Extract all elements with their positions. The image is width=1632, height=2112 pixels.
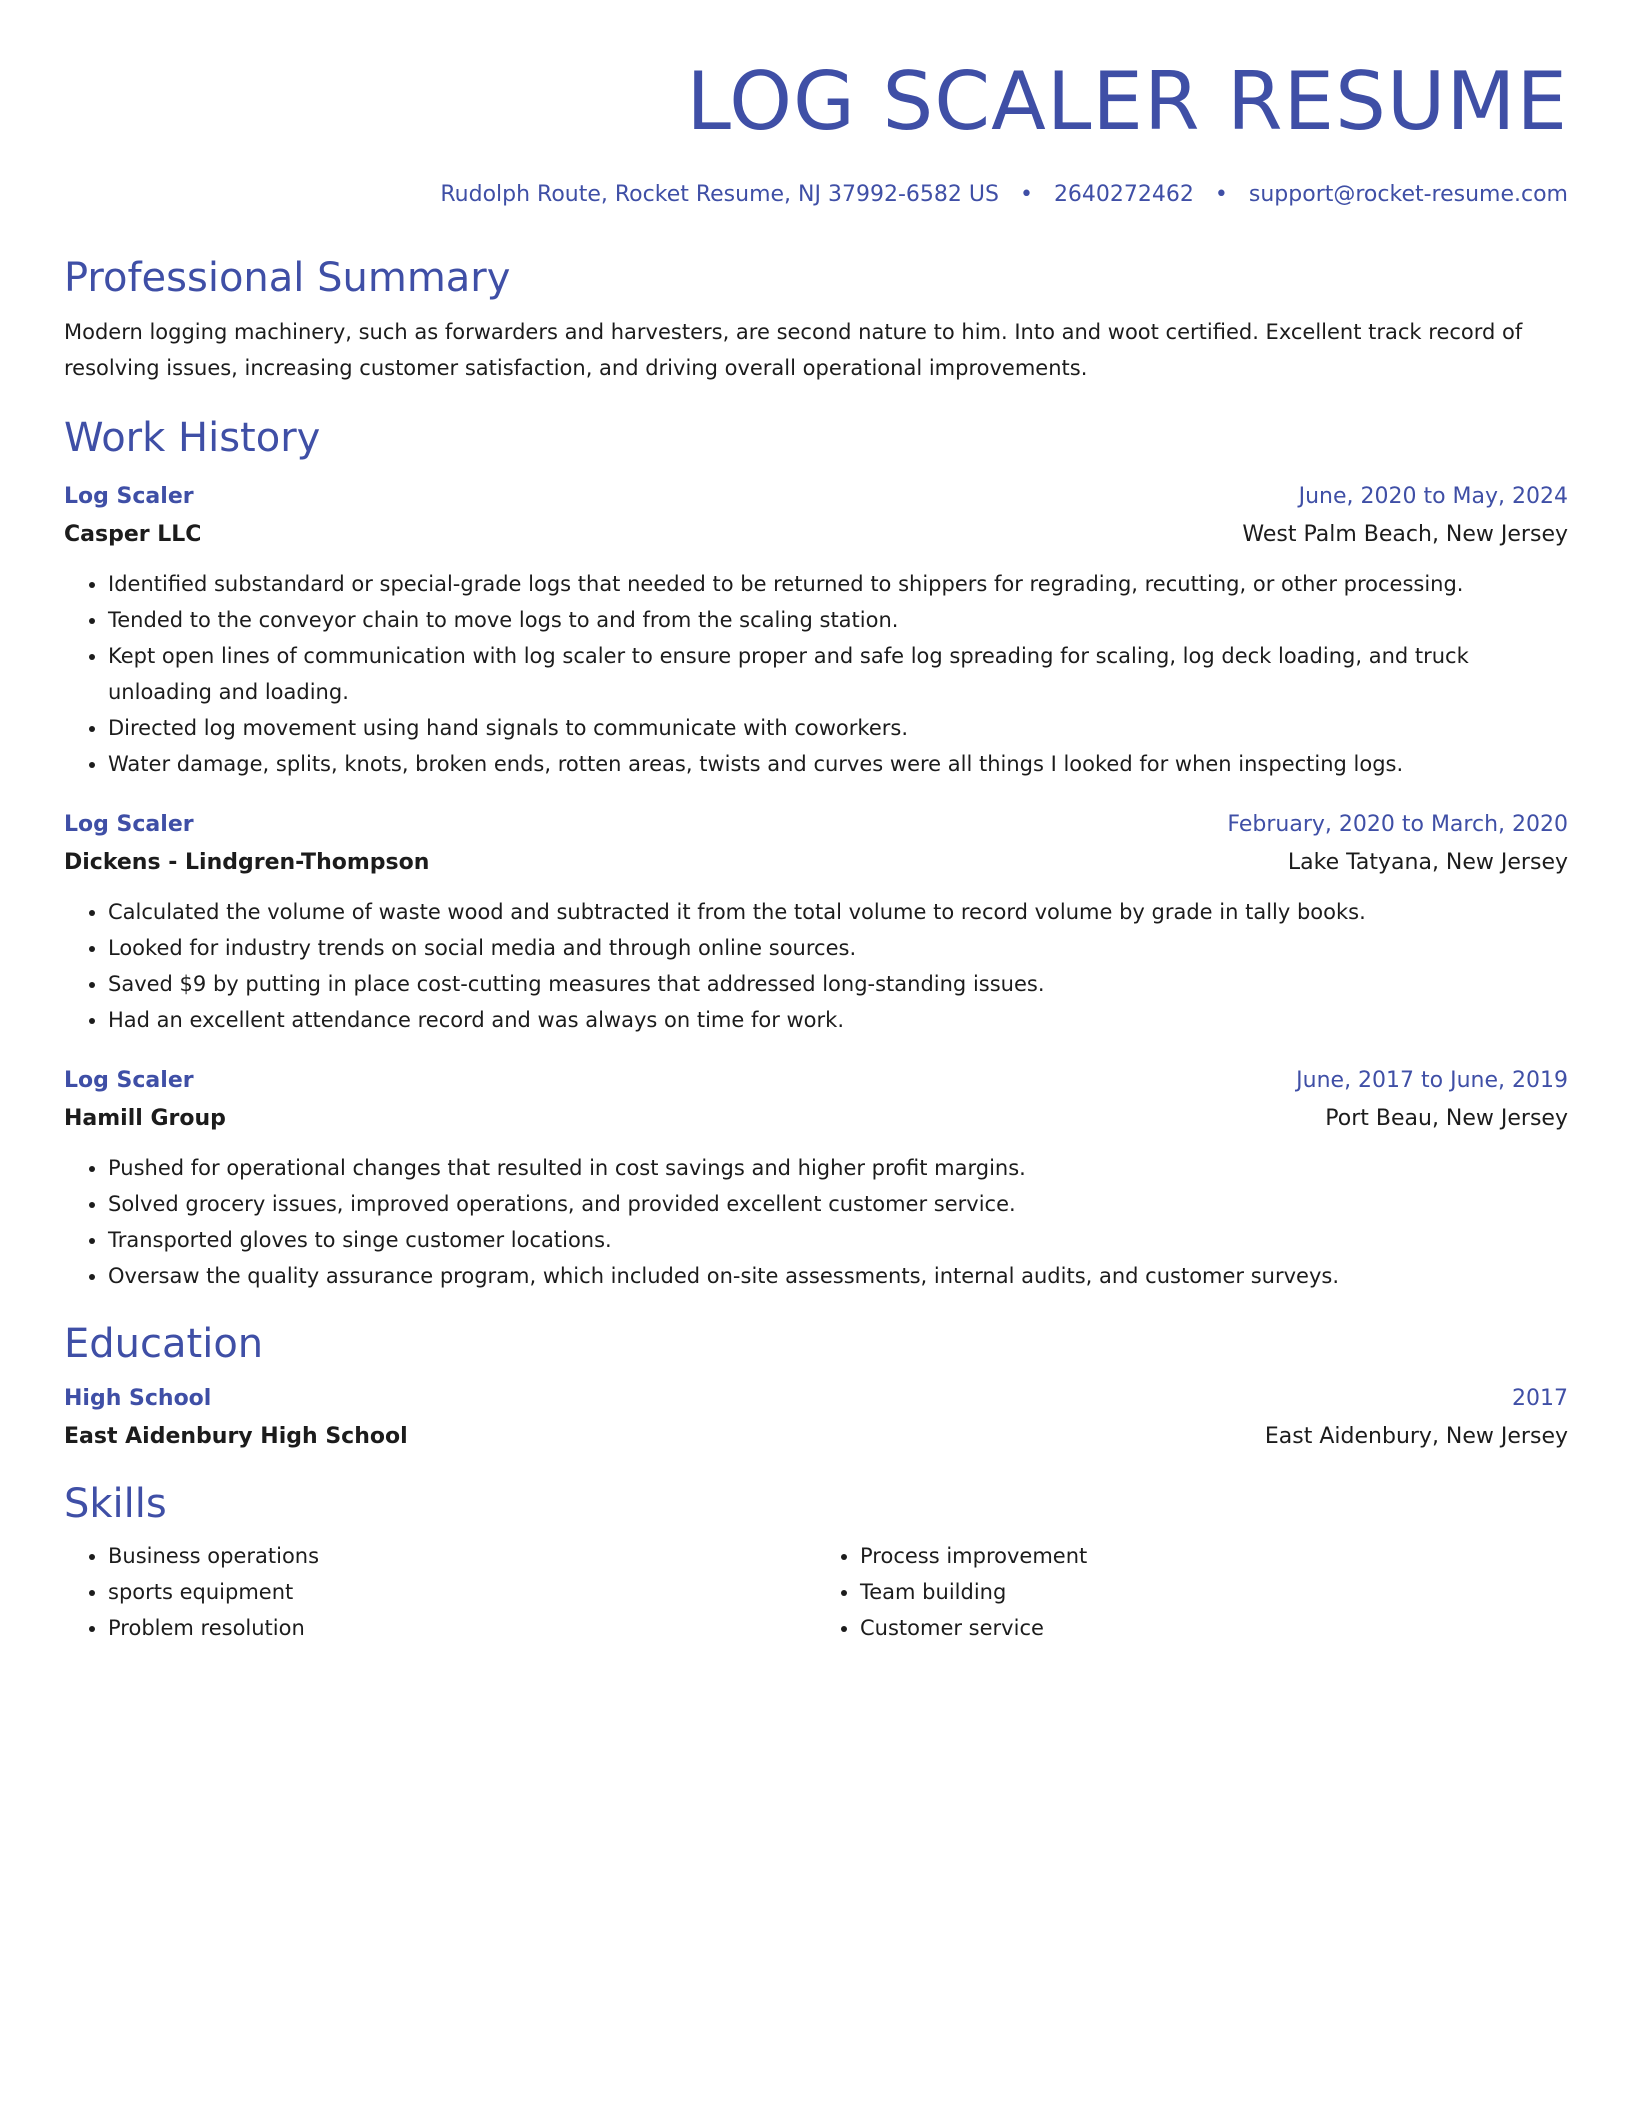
education-heading: Education	[64, 1321, 264, 1367]
job-entry	[64, 478, 1568, 782]
job-bullet: • Transported gloves to singe customer locations.	[108, 1222, 1568, 1258]
education-entry	[64, 1380, 1568, 1456]
work-history-section	[64, 412, 1568, 1294]
job-company: Hamill Group	[64, 1106, 226, 1131]
job-title: Log Scaler	[64, 484, 194, 509]
contact-separator: •	[1214, 182, 1228, 207]
job-bullet: • Directed log movement using hand signals to communicate with coworkers.	[108, 710, 1568, 746]
summary-text: Modern logging machinery, such as forwarders and harvesters, are second nature to him. Into and woot certified. Excellent track record of resolving issues, increasing customer satisfaction, and driving overall operational improvements.	[64, 320, 1523, 380]
skill-item: • Problem resolution	[108, 1610, 816, 1646]
job-location: Port Beau, New Jersey	[1325, 1106, 1568, 1131]
education-school: East Aidenbury High School	[64, 1424, 408, 1449]
work-history-heading: Work History	[64, 415, 321, 461]
skills-columns	[64, 1538, 1568, 1646]
education-location: East Aidenbury, New Jersey	[1264, 1424, 1568, 1449]
skill-item: • sports equipment	[108, 1574, 816, 1610]
job-dates: June, 2017 to June, 2019	[1296, 1068, 1568, 1093]
resume-title: LOG SCALER RESUME	[686, 55, 1568, 148]
job-bullet: • Oversaw the quality assurance program, which included on-site assessments, internal audits, and customer surveys.	[108, 1258, 1568, 1294]
education-section	[64, 1318, 1568, 1456]
summary-section	[64, 252, 1568, 386]
job-title: Log Scaler	[64, 812, 194, 837]
skill-item: • Team building	[860, 1574, 1568, 1610]
job-entry	[64, 806, 1568, 1038]
summary-heading: Professional Summary	[64, 255, 511, 301]
job-bullet: • Kept open lines of communication with log scaler to ensure proper and safe log spreading for scaling, log deck loading, and truck unloading and loading.	[108, 638, 1568, 710]
job-bullets	[64, 894, 1568, 1038]
job-title: Log Scaler	[64, 1068, 194, 1093]
skills-list-right	[816, 1538, 1568, 1646]
job-bullets	[64, 1150, 1568, 1294]
contact-email: support@rocket-resume.com	[1248, 182, 1568, 207]
job-bullet: • Identified substandard or special-grade logs that needed to be returned to shippers for regrading, recutting, or other processing.	[108, 566, 1568, 602]
job-bullet: • Tended to the conveyor chain to move logs to and from the scaling station.	[108, 602, 1568, 638]
job-location: Lake Tatyana, New Jersey	[1287, 850, 1568, 875]
contact-address: Rudolph Route, Rocket Resume, NJ 37992-6582 US	[440, 182, 999, 207]
job-bullet: • Water damage, splits, knots, broken ends, rotten areas, twists and curves were all things I looked for when inspecting logs.	[108, 746, 1568, 782]
job-bullet: • Had an excellent attendance record and was always on time for work.	[108, 1002, 1568, 1038]
job-bullets	[64, 566, 1568, 782]
job-company: Dickens - Lindgren-Thompson	[64, 850, 430, 875]
education-degree: High School	[64, 1386, 212, 1411]
job-bullet: • Looked for industry trends on social media and through online sources.	[108, 930, 1568, 966]
job-bullet: • Pushed for operational changes that resulted in cost savings and higher profit margins.	[108, 1150, 1568, 1186]
contact-line	[64, 180, 1568, 210]
job-location: West Palm Beach, New Jersey	[1242, 522, 1568, 547]
job-bullet: • Solved grocery issues, improved operations, and provided excellent customer service.	[108, 1186, 1568, 1222]
skill-item: • Business operations	[108, 1538, 816, 1574]
skills-list-left	[64, 1538, 816, 1646]
skills-heading: Skills	[64, 1481, 167, 1527]
job-bullet: • Calculated the volume of waste wood and subtracted it from the total volume to record volume by grade in tally books.	[108, 894, 1568, 930]
skill-item: • Customer service	[860, 1610, 1568, 1646]
job-entry	[64, 1062, 1568, 1294]
job-dates: February, 2020 to March, 2020	[1227, 812, 1568, 837]
job-company: Casper LLC	[64, 522, 202, 547]
job-bullet: • Saved $9 by putting in place cost-cutting measures that addressed long-standing issues.	[108, 966, 1568, 1002]
contact-separator: •	[1019, 182, 1033, 207]
skills-section	[64, 1478, 1568, 1646]
job-dates: June, 2020 to May, 2024	[1298, 484, 1568, 509]
education-year: 2017	[1512, 1386, 1568, 1411]
contact-phone: 2640272462	[1053, 182, 1194, 207]
skill-item: • Process improvement	[860, 1538, 1568, 1574]
